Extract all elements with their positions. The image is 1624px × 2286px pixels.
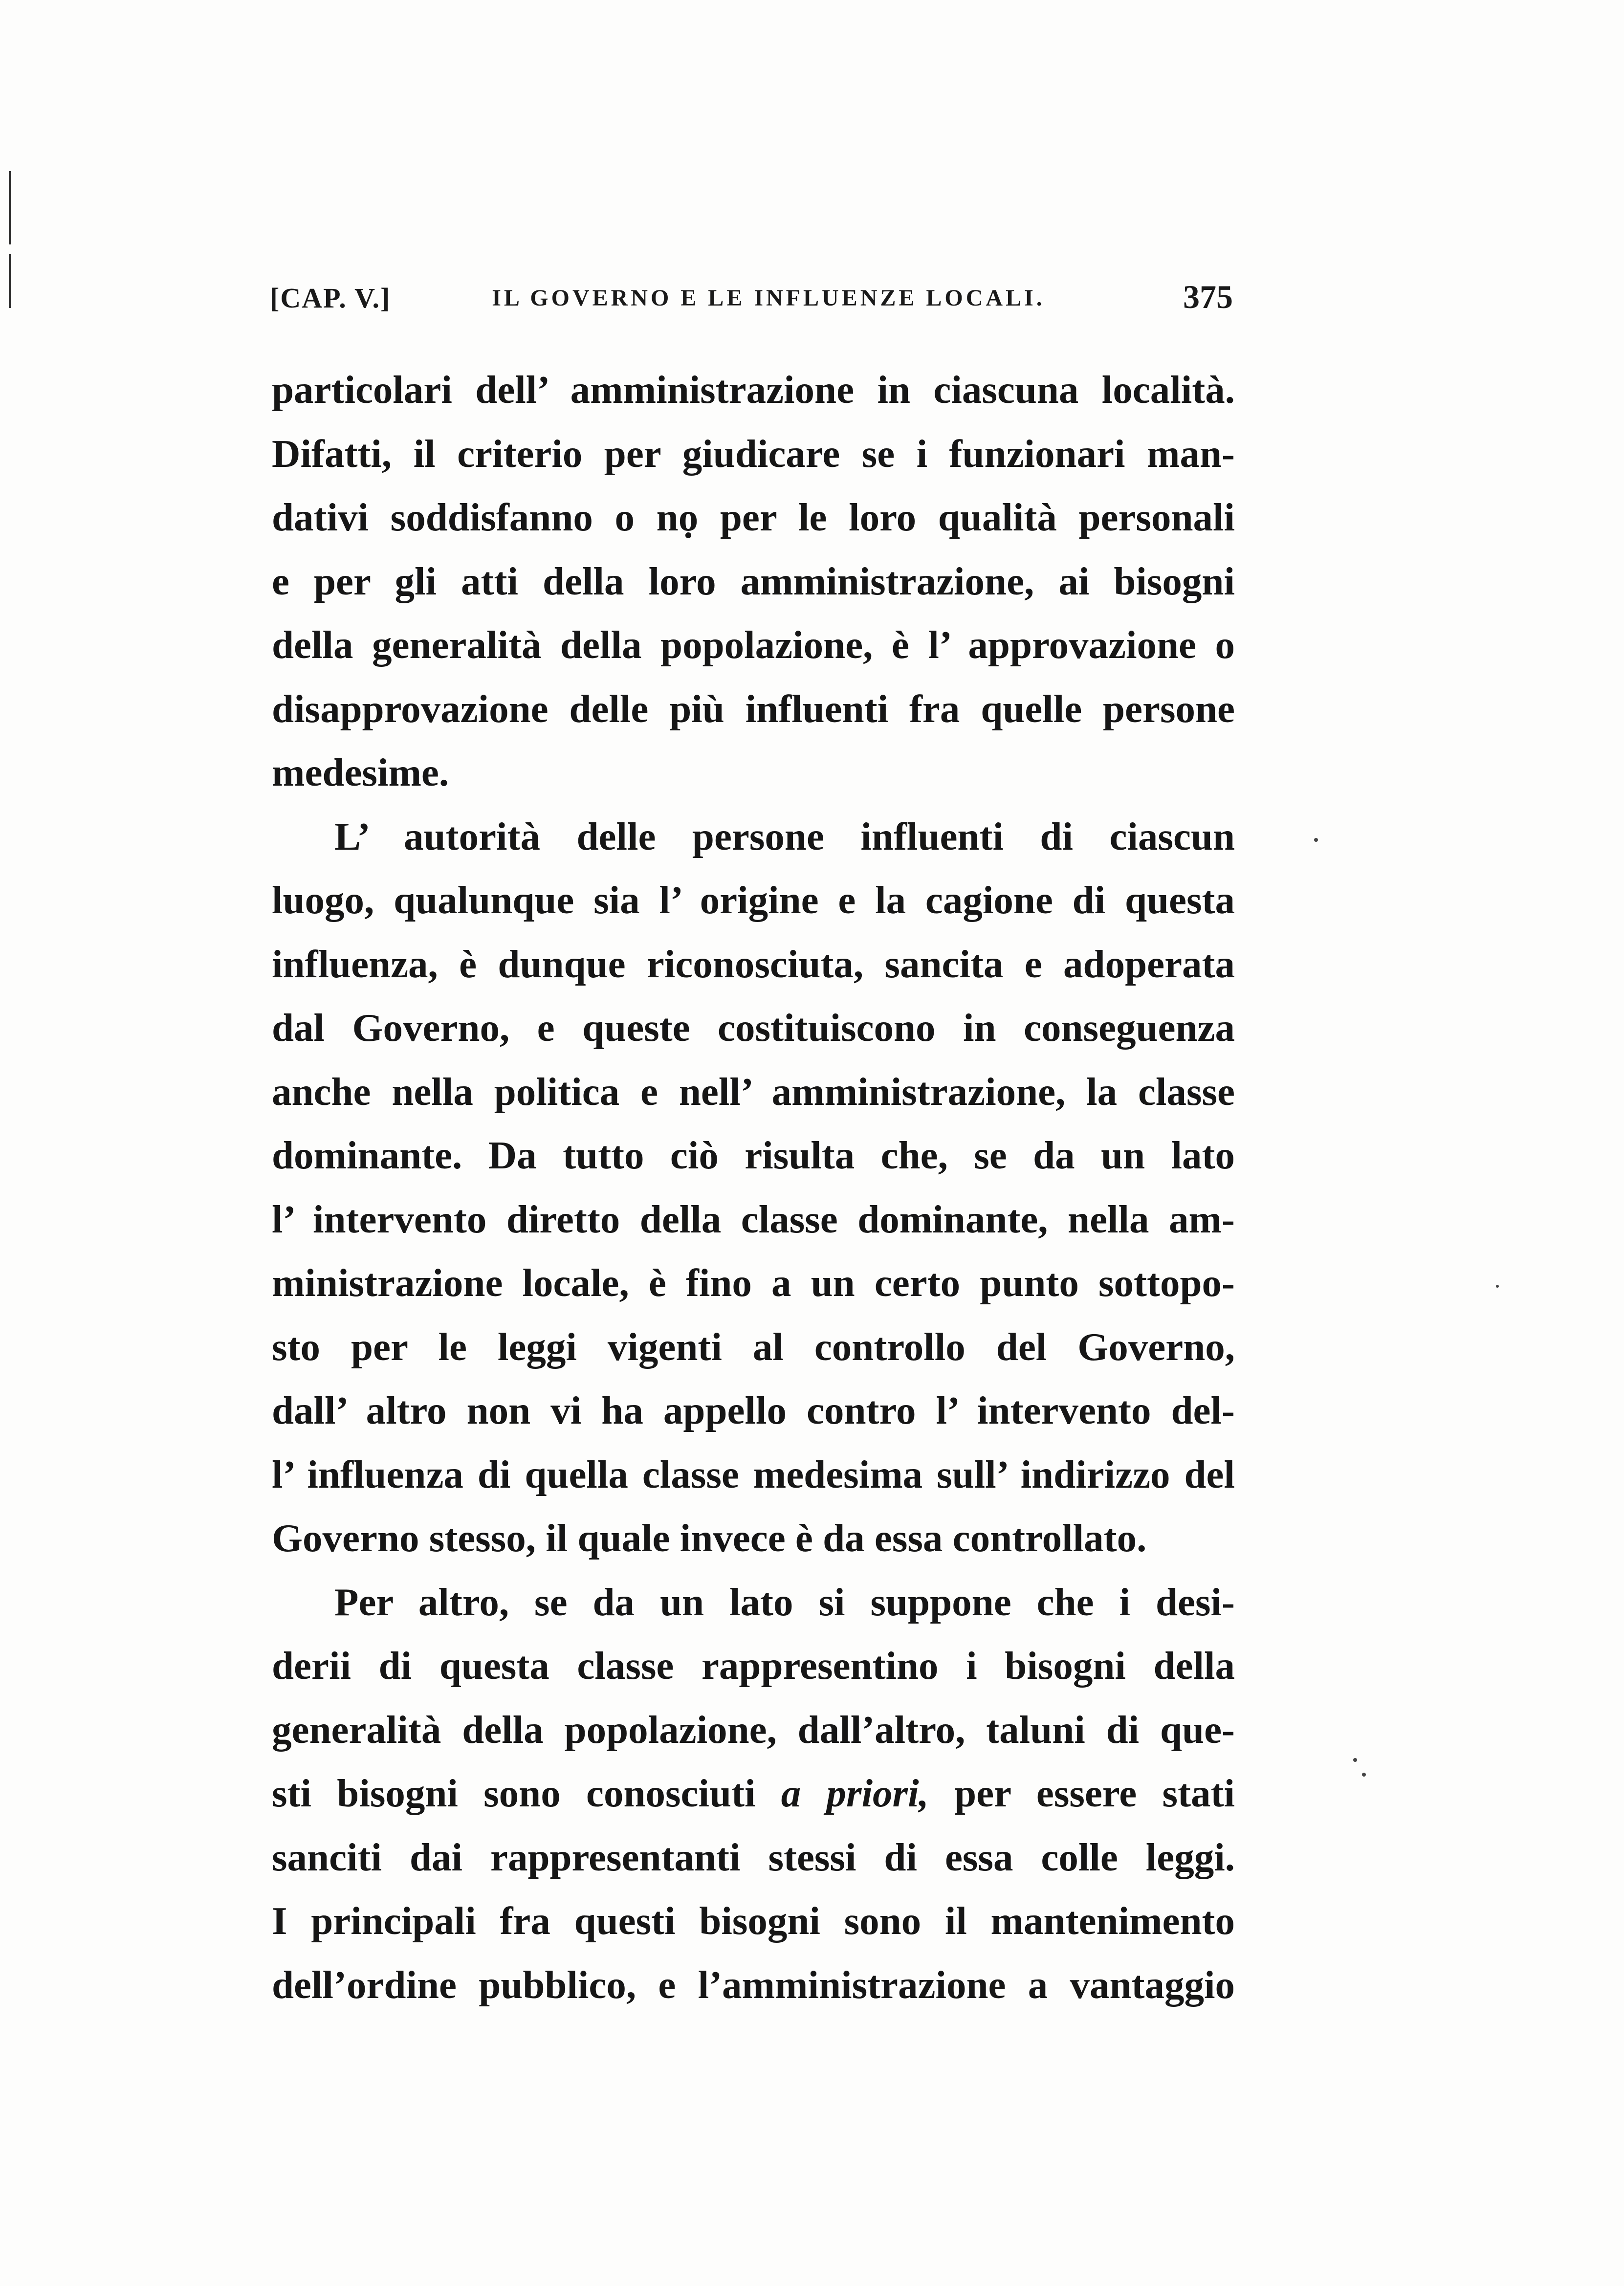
text-line: dal Governo, e queste costituiscono in conseguenza: [272, 1006, 1235, 1050]
gutter-rule-mark: [9, 254, 11, 308]
ink-speck: [1314, 838, 1318, 842]
chapter-label: [CAP. V.]: [270, 282, 391, 314]
text-run: per essere stati: [928, 1771, 1235, 1815]
body-text: [272, 358, 1235, 2017]
text-line: della generalità della popolazione, è l’ approvazione o: [272, 623, 1235, 667]
text-line: luogo, qualunque sia l’ origine e la cagione di questa: [272, 878, 1235, 922]
text-line: derii di questa classe rappresentino i bisogni della: [272, 1644, 1235, 1688]
text-line: medesime.: [272, 750, 449, 794]
text-line: l’ influenza di quella classe medesima sull’ indirizzo del: [272, 1452, 1235, 1496]
text-line: dall’ altro non vi ha appello contro l’ intervento del-: [272, 1388, 1235, 1432]
text-line: generalità della popolazione, dall’altro, taluni di que-: [272, 1707, 1235, 1752]
text-line: dominante. Da tutto ciò risulta che, se da un lato: [272, 1133, 1235, 1177]
paragraph-3: [272, 1570, 1235, 2017]
ink-speck: [1362, 1773, 1366, 1777]
text-line: ministrazione locale, è fino a un certo punto sottopo-: [272, 1261, 1235, 1305]
text-line: e per gli atti della loro amministrazione, ai bisogni: [272, 559, 1235, 603]
text-line: influenza, è dunque riconosciuta, sancita e adoperata: [272, 942, 1235, 986]
text-line: L’ autorità delle persone influenti di ciascun: [334, 814, 1235, 858]
text-line: sanciti dai rappresentanti stessi di essa colle leggi.: [272, 1835, 1235, 1879]
text-line: particolari dell’ amministrazione in ciascuna località.: [272, 368, 1235, 412]
gutter-rule-mark: [9, 171, 11, 244]
ink-speck: [1496, 1285, 1499, 1288]
paragraph-2: [272, 805, 1235, 1570]
text-line: anche nella politica e nell’ amministrazione, la classe: [272, 1069, 1235, 1114]
text-line: sto per le leggi vigenti al controllo del Governo,: [272, 1324, 1235, 1369]
italic-phrase: a priori,: [781, 1771, 929, 1815]
ink-speck: [1353, 1758, 1357, 1762]
running-head: [270, 277, 1233, 330]
text-line: Difatti, il criterio per giudicare se i funzionari man-: [272, 431, 1235, 476]
text-line: dativi soddisfanno o nọ per le loro qualità personali: [272, 495, 1235, 539]
text-line: Governo stesso, il quale invece è da essa controllato.: [272, 1516, 1147, 1560]
text-line: I principali fra questi bisogni sono il mantenimento: [272, 1899, 1235, 1943]
running-title: IL GOVERNO E LE INFLUENZE LOCALI.: [492, 285, 1045, 311]
page-number: 375: [1183, 278, 1233, 315]
text-line: Per altro, se da un lato si suppone che i desi-: [334, 1580, 1235, 1624]
text-line: disapprovazione delle più influenti fra quelle persone: [272, 686, 1235, 731]
text-run: sti bisogni sono conosciuti: [272, 1771, 781, 1815]
paragraph-1: [272, 358, 1235, 805]
text-line-with-italic: [272, 1761, 1235, 1825]
text-line: dell’ordine pubblico, e l’amministrazione a vantaggio: [272, 1962, 1235, 2007]
text-line: l’ intervento diretto della classe dominante, nella am-: [272, 1197, 1235, 1241]
